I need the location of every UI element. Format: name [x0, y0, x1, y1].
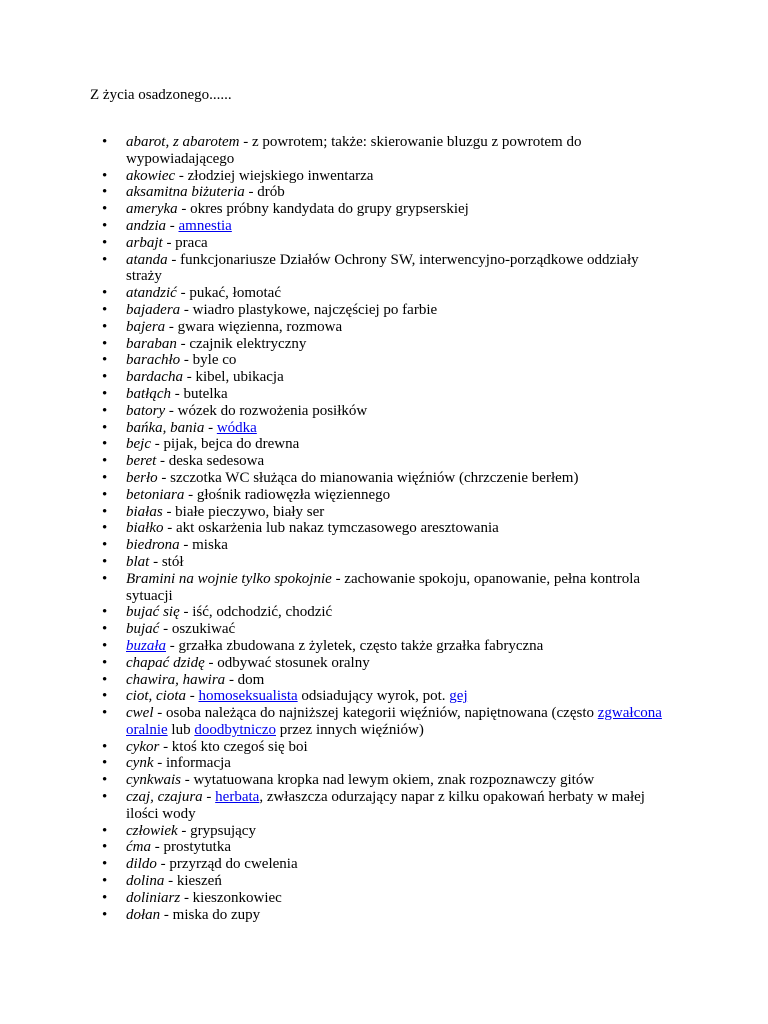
entry-definition: - byle co: [180, 352, 237, 369]
entry-term: berło: [126, 469, 158, 486]
entry-link[interactable]: herbata: [215, 789, 260, 806]
entry-definition: przez innych więźniów): [275, 721, 424, 738]
glossary-entry: [126, 487, 666, 504]
glossary-entry: [126, 907, 666, 924]
glossary-entry: [126, 873, 666, 890]
entry-definition: - drób: [244, 184, 285, 201]
glossary-entry: [126, 201, 666, 218]
entry-definition: , zwłaszcza odurzający napar z kilku opakowań herbaty w małej ilości wody: [126, 789, 645, 822]
entry-term: dolina: [126, 873, 165, 890]
entry-definition: - funkcjonariusze Działów Ochrony SW, interwencyjno-porządkowe oddziały straży: [126, 251, 639, 285]
entry-term: baraban: [126, 335, 177, 352]
entry-term: czaj, czajura: [126, 789, 203, 806]
entry-definition: - deska sedesowa: [156, 453, 265, 470]
glossary-entry: [126, 638, 666, 655]
entry-term: abarot, z abarotem: [126, 134, 240, 150]
entry-term: ćma: [126, 839, 151, 856]
glossary-entry: [126, 621, 666, 638]
glossary-entry: [126, 839, 666, 856]
entry-definition: - pijak, bejca do drewna: [150, 436, 300, 453]
entry-definition: - zachowanie spokoju, opanowanie, pełna kontrola sytuacji: [126, 570, 641, 604]
entry-definition: - akt oskarżenia lub nakaz tymczasowego aresztowania: [163, 520, 499, 537]
entry-definition: -: [204, 419, 217, 436]
entry-term: bajera: [126, 318, 166, 335]
entry-term: człowiek: [126, 822, 178, 839]
entry-definition: - wiadro plastykowe, najczęściej po farbie: [180, 301, 438, 318]
entry-term: arbajt: [126, 234, 163, 251]
entry-definition: - dom: [225, 671, 265, 688]
entry-definition: - odbywać stosunek oralny: [204, 654, 370, 671]
glossary-entry: [126, 352, 666, 369]
entry-definition: - kieszonkowiec: [180, 889, 282, 906]
entry-link[interactable]: zgwałcona oralnie: [126, 705, 662, 738]
entry-term: cynk: [126, 755, 154, 772]
entry-term: betoniara: [126, 486, 185, 503]
glossary-entry: [126, 537, 666, 554]
entry-definition: - grypsujący: [177, 822, 256, 839]
entry-term: doliniarz: [126, 889, 181, 906]
entry-term: cykor: [126, 738, 160, 755]
glossary-entry: [126, 336, 666, 353]
entry-term: bejc: [126, 436, 151, 453]
entry-link[interactable]: doodbytniczo: [194, 721, 276, 738]
glossary-entry: [126, 705, 666, 739]
entry-definition: - prostytutka: [151, 839, 231, 856]
entry-definition: - miska do zupy: [160, 906, 261, 923]
entry-definition: - oszukiwać: [159, 621, 236, 638]
entry-term: chapać dzidę: [126, 654, 205, 671]
glossary-entry: [126, 184, 666, 201]
entry-term: atandzić: [126, 285, 177, 302]
glossary-entry: [126, 168, 666, 185]
glossary-entry: [126, 688, 666, 705]
entry-definition: - pukać, łomotać: [176, 285, 281, 302]
glossary-entry: [126, 453, 666, 470]
entry-term: batłąch: [126, 385, 171, 402]
glossary-entry: [126, 571, 666, 605]
glossary-entry: [126, 302, 666, 319]
entry-link[interactable]: wódka: [216, 419, 257, 436]
glossary-entry: [126, 604, 666, 621]
glossary-entry: [126, 823, 666, 840]
entry-definition: - przyrząd do cwelenia: [156, 856, 298, 873]
entry-term: białas: [126, 503, 163, 520]
entry-definition: - iść, odchodzić, chodzić: [179, 604, 333, 621]
glossary-list: [126, 134, 666, 923]
entry-definition: - gwara więzienna, rozmowa: [165, 318, 343, 335]
glossary-entry: [126, 890, 666, 907]
entry-term: bujać: [126, 621, 160, 638]
entry-definition: - grzałka zbudowana z żyletek, często także grzałka fabryczna: [166, 637, 544, 654]
entry-link[interactable]: homoseksualista: [198, 688, 298, 705]
glossary-entry: [126, 856, 666, 873]
glossary-entry: [126, 436, 666, 453]
glossary-entry: [126, 218, 666, 235]
glossary-entry: [126, 420, 666, 437]
entry-link[interactable]: gej: [449, 688, 468, 705]
entry-definition: - wytatuowana kropka nad lewym okiem, znak rozpoznawczy gitów: [180, 772, 595, 789]
entry-term: bańka, bania: [126, 419, 205, 436]
entry-definition: - miska: [179, 537, 228, 554]
entry-term: białko: [126, 520, 164, 537]
glossary-entry: [126, 319, 666, 336]
entry-term: barachło: [126, 352, 181, 369]
glossary-entry: [126, 235, 666, 252]
document-title: Z życia osadzonego......: [90, 87, 232, 103]
entry-definition: lub: [167, 721, 195, 738]
entry-definition: - białe pieczywo, biały ser: [162, 503, 325, 520]
entry-definition: - praca: [162, 234, 208, 251]
glossary-entry: [126, 520, 666, 537]
entry-definition: - stół: [149, 553, 184, 570]
glossary-entry: [126, 739, 666, 756]
entry-term: chawira, hawira: [126, 671, 226, 688]
entry-definition: - ktoś kto czegoś się boi: [159, 738, 308, 755]
glossary-entry: [126, 369, 666, 386]
entry-term: Bramini na wojnie tylko spokojnie: [126, 570, 332, 587]
entry-term: bajadera: [126, 301, 181, 318]
entry-term: blat: [126, 553, 150, 570]
entry-term: ameryka: [126, 201, 178, 218]
entry-definition: - okres próbny kandydata do grupy grypserskiej: [177, 201, 469, 218]
entry-term: biedrona: [126, 537, 180, 554]
entry-definition: - złodziej wiejskiego inwentarza: [175, 167, 374, 184]
entry-term: andzia: [126, 217, 167, 234]
entry-term: akowiec: [126, 167, 176, 184]
entry-definition: -: [202, 789, 216, 806]
entry-term: ciot, ciota: [126, 688, 186, 705]
entry-definition: -: [166, 217, 179, 234]
glossary-entry: [126, 386, 666, 403]
entry-definition: - z powrotem; także: skierowanie bluzgu z powrotem do wypowiadającego: [126, 134, 582, 167]
entry-definition: - osoba należąca do najniższej kategorii więźniów, napiętnowana (często: [153, 705, 598, 722]
entry-term: dildo: [126, 856, 157, 873]
entry-definition: - wózek do rozwożenia posiłków: [165, 402, 368, 419]
glossary-entry: [126, 772, 666, 789]
glossary-entry: [126, 252, 666, 286]
entry-definition: - szczotka WC służąca do mianowania więźniów (chrzczenie berłem): [157, 469, 579, 486]
entry-definition: odsiadujący wyrok, pot.: [297, 688, 450, 705]
entry-term: batory: [126, 402, 166, 419]
entry-term: bujać się: [126, 604, 180, 621]
entry-term: aksamitna biżuteria: [126, 184, 245, 201]
entry-definition: - czajnik elektryczny: [176, 335, 307, 352]
entry-definition: - informacja: [153, 755, 231, 772]
glossary-entry: [126, 285, 666, 302]
entry-term-link[interactable]: buzała: [126, 637, 167, 654]
entry-term: atanda: [126, 251, 168, 268]
glossary-entry: [126, 655, 666, 672]
glossary-entry: [126, 755, 666, 772]
entry-term: dołan: [126, 906, 161, 923]
entry-term: cynkwais: [126, 772, 181, 789]
entry-term: bardacha: [126, 369, 183, 386]
entry-definition: - butelka: [171, 385, 228, 402]
entry-definition: -: [186, 688, 199, 705]
entry-term: beret: [126, 453, 157, 470]
glossary-entry: [126, 789, 666, 823]
glossary-entry: [126, 672, 666, 689]
entry-definition: - głośnik radiowęzła więziennego: [184, 486, 391, 503]
entry-link[interactable]: amnestia: [178, 217, 232, 234]
entry-definition: - kieszeń: [164, 873, 222, 890]
glossary-entry: [126, 134, 666, 168]
entry-term: cwel: [126, 705, 154, 722]
glossary-entry: [126, 403, 666, 420]
glossary-entry: [126, 504, 666, 521]
glossary-entry: [126, 554, 666, 571]
entry-definition: - kibel, ubikacja: [182, 369, 284, 386]
glossary-entry: [126, 470, 666, 487]
